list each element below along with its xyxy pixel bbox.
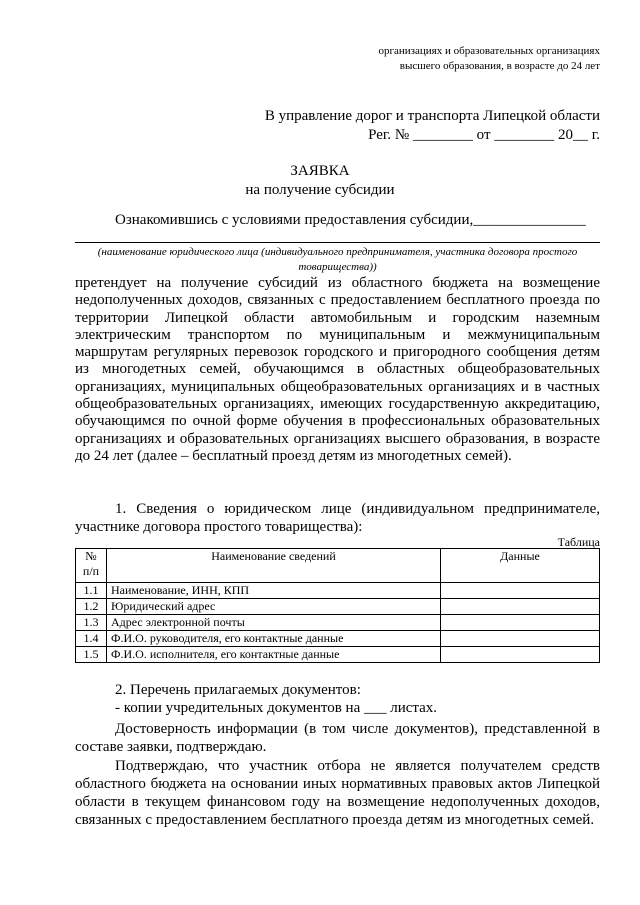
table-row bbox=[76, 615, 600, 631]
row-num: 1.2 bbox=[76, 599, 107, 615]
table-row bbox=[76, 647, 600, 663]
title-subtitle: на получение субсидии bbox=[245, 182, 395, 198]
row-num: 1.3 bbox=[76, 615, 107, 631]
section-2-heading: 2. Перечень прилагаемых документов: bbox=[115, 682, 361, 698]
header-num: № п/п bbox=[76, 549, 107, 583]
row-num: 1.4 bbox=[76, 631, 107, 647]
header-note-line-1: организациях и образовательных организациях bbox=[378, 45, 600, 57]
title-main: ЗАЯВКА bbox=[290, 163, 350, 179]
applicant-name-rule bbox=[75, 242, 600, 243]
row-name: Наименование, ИНН, КПП bbox=[107, 583, 441, 599]
header-data: Данные bbox=[441, 549, 600, 583]
row-num: 1.5 bbox=[76, 647, 107, 663]
header-note-line-2: высшего образования, в возрасте до 24 лет bbox=[399, 60, 600, 72]
table-row bbox=[76, 631, 600, 647]
table-row bbox=[76, 583, 600, 599]
row-name: Ф.И.О. руководителя, его контактные данные bbox=[107, 631, 441, 647]
table-row bbox=[76, 599, 600, 615]
section-2-item: - копии учредительных документов на ___ листах. bbox=[115, 700, 438, 716]
table-header-row bbox=[76, 549, 600, 583]
row-num: 1.1 bbox=[76, 583, 107, 599]
section-1-heading: 1. Сведения о юридическом лице (индивидуальном предпринимателе, участнике договора простого товарищества): bbox=[75, 501, 600, 535]
table-caption: Таблица bbox=[557, 535, 600, 549]
body-paragraph: претендует на получение субсидий из областного бюджета на возмещение недополученных доходов, связанных с предоставлением бесплатного проезда по территории Липецкой области автомобильным и городским наземным электрическим транспортом по муниципальным и межмуниципальным маршрутам регулярных перевозок городского и пригородного сообщения детям из многодетных семей, обучающимся в областных общеобразовательных организациях, муниципальных общеобразовательных организациях и в частных общеобразовательных организациях, имеющих государственную аккредитацию, обучающимся по очной форме обучения в профессиональных образовательных организациях и образовательных организациях высшего образования, в возрасте до 24 лет (далее – бесплатный проезд детям из многодетных семей). bbox=[75, 275, 600, 464]
row-name: Юридический адрес bbox=[107, 599, 441, 615]
info-table bbox=[75, 548, 600, 663]
intro-line: Ознакомившись с условиями предоставления субсидии,_______________ bbox=[115, 212, 586, 228]
applicant-name-hint: (наименование юридического лица (индивидуального предпринимателя, участника договора простого товарищества)) bbox=[97, 246, 578, 273]
row-data bbox=[441, 647, 600, 663]
registration-line: Рег. № ________ от ________ 20__ г. bbox=[368, 127, 600, 143]
header-note bbox=[300, 44, 600, 74]
document-title bbox=[0, 162, 640, 200]
addressee-block bbox=[200, 107, 600, 145]
addressee-line: В управление дорог и транспорта Липецкой области bbox=[264, 108, 600, 124]
row-name: Ф.И.О. исполнителя, его контактные данные bbox=[107, 647, 441, 663]
row-data bbox=[441, 599, 600, 615]
row-name: Адрес электронной почты bbox=[107, 615, 441, 631]
section-2 bbox=[115, 681, 600, 717]
row-data bbox=[441, 615, 600, 631]
row-data bbox=[441, 631, 600, 647]
header-name: Наименование сведений bbox=[107, 549, 441, 583]
row-data bbox=[441, 583, 600, 599]
confirmation-paragraph: Достоверность информации (в том числе документов), представленной в составе заявки, подтверждаю. bbox=[75, 721, 600, 755]
statement-paragraph: Подтверждаю, что участник отбора не является получателем средств областного бюджета на основании иных нормативных правовых актов Липецкой области в текущем финансовом году на возмещение недополученных доходов, связанных с предоставлением бесплатного проезда детям из многодетных семей. bbox=[75, 758, 600, 828]
